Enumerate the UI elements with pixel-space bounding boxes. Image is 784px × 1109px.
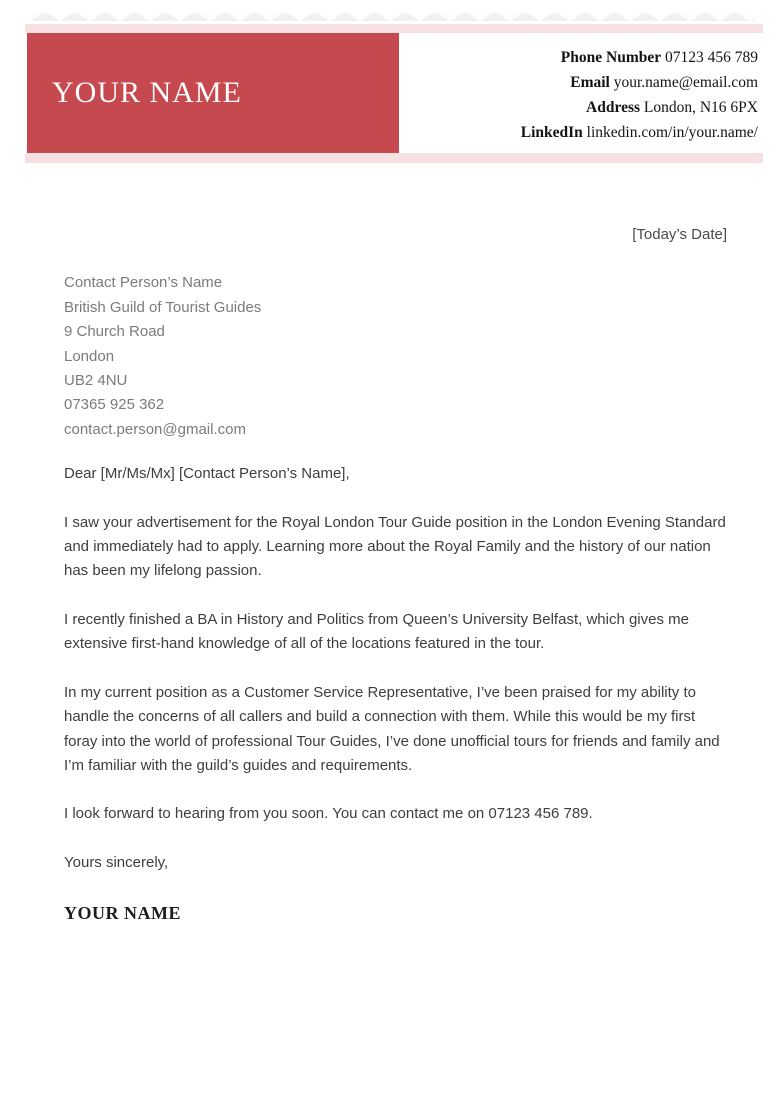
recipient-line: British Guild of Tourist Guides xyxy=(64,298,262,316)
letter-paragraph: I look forward to hearing from you soon. You can contact me on 07123 456 789. xyxy=(64,805,593,823)
recipient-line: 07365 925 362 xyxy=(64,396,165,414)
contact-label: Email xyxy=(570,74,610,91)
salutation: Dear [Mr/Ms/Mx] [Contact Person’s Name], xyxy=(64,465,350,483)
pink-accent-strip-top xyxy=(25,24,763,33)
contact-line xyxy=(521,45,758,70)
letter-paragraphs xyxy=(64,511,727,827)
letter-paragraph: I saw your advertisement for the Royal London Tour Guide position in the London Evening Standard and immediately had to apply. Learning more about the Royal Family and the history of our nation has been my lifelong passion. xyxy=(64,513,726,580)
contact-label: Phone Number xyxy=(560,49,662,66)
letter-paragraph: In my current position as a Customer Service Representative, I’ve been praised for my ability to handle the concerns of all callers and build a connection with them. While this would be my first foray into the world of professional Tour Guides, I’ve done unofficial tours for friends and family and I’m familiar with the guild’s guides and requirements. xyxy=(64,683,720,774)
applicant-name: YOUR NAME xyxy=(52,76,242,109)
contact-value: your.name@email.com xyxy=(613,74,758,91)
contact-value: linkedin.com/in/your.name/ xyxy=(586,124,758,141)
contact-value: London, N16 6PX xyxy=(643,99,758,116)
letter-body xyxy=(64,163,727,926)
pink-accent-strip-bottom xyxy=(25,153,763,163)
contact-info-block xyxy=(521,45,758,145)
name-banner xyxy=(27,33,399,153)
recipient-line: UB2 4NU xyxy=(64,372,128,390)
scalloped-edge-decoration xyxy=(30,8,754,18)
recipient-line: contact.person@gmail.com xyxy=(64,420,246,438)
recipient-line: 9 Church Road xyxy=(64,323,165,341)
valediction: Yours sincerely, xyxy=(64,853,169,871)
recipient-line: Contact Person’s Name xyxy=(64,274,223,292)
contact-label: Address xyxy=(586,99,641,116)
recipient-address-block xyxy=(64,271,727,442)
letter-paragraph: I recently finished a BA in History and Politics from Queen’s University Belfast, which gives me extensive first-hand knowledge of all of the locations featured in the tour. xyxy=(64,610,689,653)
contact-label: LinkedIn xyxy=(520,124,583,141)
signature-name: YOUR NAME xyxy=(64,903,181,924)
contact-line xyxy=(521,120,758,145)
contact-line xyxy=(521,70,758,95)
contact-line xyxy=(521,95,758,120)
contact-value: 07123 456 789 xyxy=(665,49,758,66)
recipient-line: London xyxy=(64,347,115,365)
date-placeholder: [Today’s Date] xyxy=(632,226,727,243)
